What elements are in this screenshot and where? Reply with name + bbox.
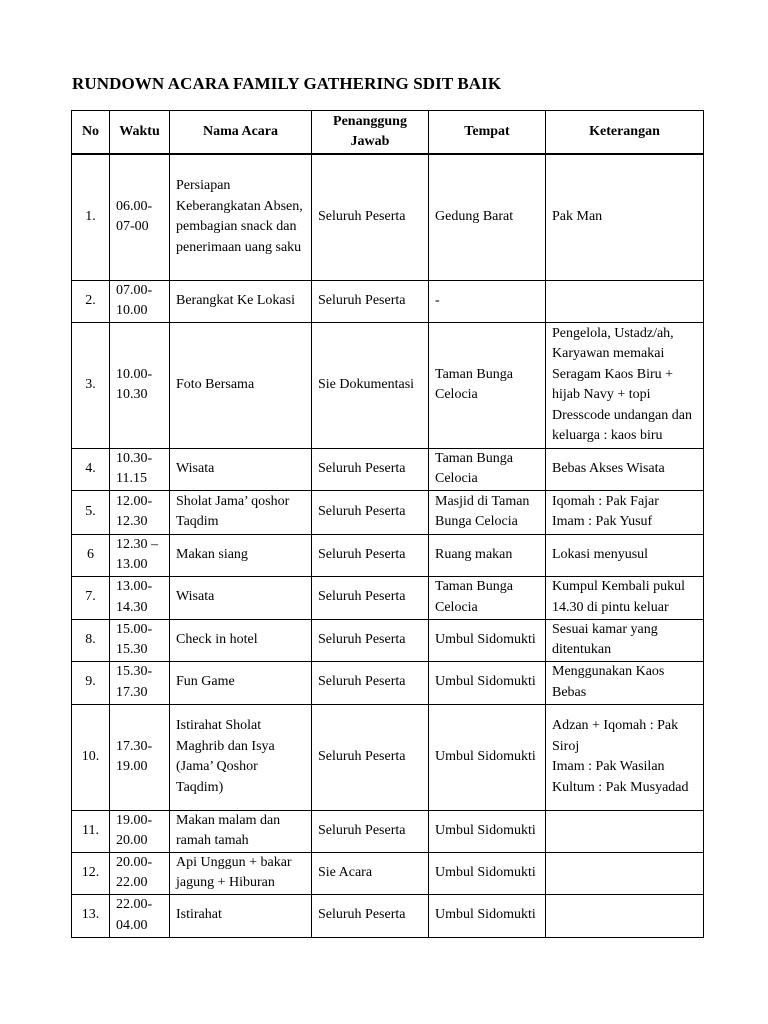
cell-penanggung-jawab: Seluruh Peserta — [312, 810, 429, 852]
cell-no: 9. — [72, 661, 110, 704]
cell-waktu: 20.00-22.00 — [110, 852, 170, 894]
cell-keterangan — [546, 534, 704, 576]
cell-tempat: Umbul Sidomukti — [429, 810, 546, 852]
header-nama-acara: Nama Acara — [170, 111, 312, 155]
header-tempat: Tempat — [429, 111, 546, 155]
cell-nama-acara: Foto Bersama — [170, 322, 312, 448]
cell-penanggung-jawab: Seluruh Peserta — [312, 704, 429, 810]
cell-nama-acara: Api Unggun + bakar jagung + Hiburan — [170, 852, 312, 894]
table-row — [72, 576, 704, 619]
cell-keterangan — [546, 576, 704, 619]
cell-nama-acara: Istirahat Sholat Maghrib dan Isya (Jama’ Qoshor Taqdim) — [170, 704, 312, 810]
cell-penanggung-jawab: Seluruh Peserta — [312, 619, 429, 661]
table-row — [72, 810, 704, 852]
cell-tempat: Taman Bunga Celocia — [429, 322, 546, 448]
cell-waktu: 17.30-19.00 — [110, 704, 170, 810]
header-no: No — [72, 111, 110, 155]
cell-keterangan — [546, 322, 704, 448]
cell-tempat: Umbul Sidomukti — [429, 619, 546, 661]
cell-nama-acara: Makan siang — [170, 534, 312, 576]
table-row — [72, 280, 704, 322]
cell-keterangan — [546, 852, 704, 894]
cell-nama-acara: Wisata — [170, 576, 312, 619]
cell-keterangan — [546, 810, 704, 852]
keterangan-line: Sesuai kamar yang ditentukan — [552, 621, 658, 657]
table-row — [72, 154, 704, 280]
cell-tempat: Umbul Sidomukti — [429, 704, 546, 810]
cell-tempat: Taman Bunga Celocia — [429, 448, 546, 490]
cell-no: 3. — [72, 322, 110, 448]
cell-tempat: Umbul Sidomukti — [429, 661, 546, 704]
cell-no: 13. — [72, 894, 110, 937]
cell-nama-acara: Istirahat — [170, 894, 312, 937]
cell-nama-acara: Berangkat Ke Lokasi — [170, 280, 312, 322]
cell-waktu: 22.00-04.00 — [110, 894, 170, 937]
keterangan-line: Bebas Akses Wisata — [552, 460, 665, 476]
cell-nama-acara: Fun Game — [170, 661, 312, 704]
cell-keterangan — [546, 661, 704, 704]
cell-no: 2. — [72, 280, 110, 322]
table-row — [72, 448, 704, 490]
cell-penanggung-jawab: Sie Dokumentasi — [312, 322, 429, 448]
cell-tempat: Umbul Sidomukti — [429, 852, 546, 894]
header-keterangan: Keterangan — [546, 111, 704, 155]
keterangan-line: Kultum : Pak Musyadad — [552, 779, 689, 795]
cell-keterangan — [546, 894, 704, 937]
cell-no: 5. — [72, 490, 110, 534]
cell-keterangan — [546, 619, 704, 661]
cell-keterangan — [546, 448, 704, 490]
keterangan-line: Menggunakan Kaos Bebas — [552, 664, 665, 700]
table-body — [72, 154, 704, 937]
keterangan-line: Adzan + Iqomah : Pak Siroj — [552, 718, 679, 754]
table-row — [72, 490, 704, 534]
keterangan-line: Pak Man — [552, 209, 603, 224]
table-row — [72, 534, 704, 576]
table-row — [72, 704, 704, 810]
cell-penanggung-jawab: Seluruh Peserta — [312, 490, 429, 534]
cell-no: 4. — [72, 448, 110, 490]
cell-waktu: 15.30-17.30 — [110, 661, 170, 704]
cell-nama-acara: Makan malam dan ramah tamah — [170, 810, 312, 852]
table-row — [72, 661, 704, 704]
cell-tempat: Gedung Barat — [429, 154, 546, 280]
cell-no: 1. — [72, 154, 110, 280]
header-waktu: Waktu — [110, 111, 170, 155]
cell-waktu: 15.00-15.30 — [110, 619, 170, 661]
cell-waktu: 10.00-10.30 — [110, 322, 170, 448]
cell-keterangan — [546, 154, 704, 280]
keterangan-line: Imam : Pak Wasilan — [552, 759, 665, 774]
cell-penanggung-jawab: Seluruh Peserta — [312, 280, 429, 322]
cell-penanggung-jawab: Sie Acara — [312, 852, 429, 894]
table-row — [72, 894, 704, 937]
cell-tempat: - — [429, 280, 546, 322]
cell-penanggung-jawab: Seluruh Peserta — [312, 154, 429, 280]
cell-no: 7. — [72, 576, 110, 619]
cell-waktu: 06.00-07-00 — [110, 154, 170, 280]
cell-penanggung-jawab: Seluruh Peserta — [312, 576, 429, 619]
cell-keterangan — [546, 280, 704, 322]
table-row — [72, 619, 704, 661]
cell-tempat: Umbul Sidomukti — [429, 894, 546, 937]
cell-keterangan — [546, 490, 704, 534]
cell-waktu: 13.00-14.30 — [110, 576, 170, 619]
table-header-row — [72, 111, 704, 155]
cell-nama-acara: Check in hotel — [170, 619, 312, 661]
cell-penanggung-jawab: Seluruh Peserta — [312, 534, 429, 576]
cell-tempat: Taman Bunga Celocia — [429, 576, 546, 619]
cell-tempat: Ruang makan — [429, 534, 546, 576]
keterangan-line: Kumpul Kembali pukul 14.30 di pintu keluar — [552, 579, 685, 615]
keterangan-line: Iqomah : Pak Fajar — [552, 493, 659, 509]
cell-no: 12. — [72, 852, 110, 894]
document-title: RUNDOWN ACARA FAMILY GATHERING SDIT BAIK — [72, 74, 502, 93]
cell-penanggung-jawab: Seluruh Peserta — [312, 894, 429, 937]
cell-waktu: 12.30 – 13.00 — [110, 534, 170, 576]
cell-tempat: Masjid di Taman Bunga Celocia — [429, 490, 546, 534]
cell-no: 10. — [72, 704, 110, 810]
cell-nama-acara: Wisata — [170, 448, 312, 490]
rundown-table — [71, 110, 704, 938]
table-row — [72, 322, 704, 448]
cell-penanggung-jawab: Seluruh Peserta — [312, 448, 429, 490]
cell-penanggung-jawab: Seluruh Peserta — [312, 661, 429, 704]
keterangan-line: Dresscode undangan dan keluarga : kaos biru — [552, 407, 692, 443]
header-penanggung-jawab: Penanggung Jawab — [312, 111, 429, 155]
cell-no: 6 — [72, 534, 110, 576]
keterangan-line: Pengelola, Ustadz/ah, Karyawan memakai Seragam Kaos Biru + hijab Navy + topi — [552, 325, 674, 402]
cell-keterangan — [546, 704, 704, 810]
cell-waktu: 10.30-11.15 — [110, 448, 170, 490]
cell-nama-acara: Sholat Jama’ qoshor Taqdim — [170, 490, 312, 534]
cell-no: 11. — [72, 810, 110, 852]
table-row — [72, 852, 704, 894]
cell-waktu: 12.00-12.30 — [110, 490, 170, 534]
cell-waktu: 07.00-10.00 — [110, 280, 170, 322]
cell-nama-acara: Persiapan Keberangkatan Absen, pembagian snack dan penerimaan uang saku — [170, 154, 312, 280]
cell-waktu: 19.00-20.00 — [110, 810, 170, 852]
keterangan-line: Lokasi menyusul — [552, 546, 649, 562]
cell-no: 8. — [72, 619, 110, 661]
keterangan-line: Imam : Pak Yusuf — [552, 514, 653, 529]
